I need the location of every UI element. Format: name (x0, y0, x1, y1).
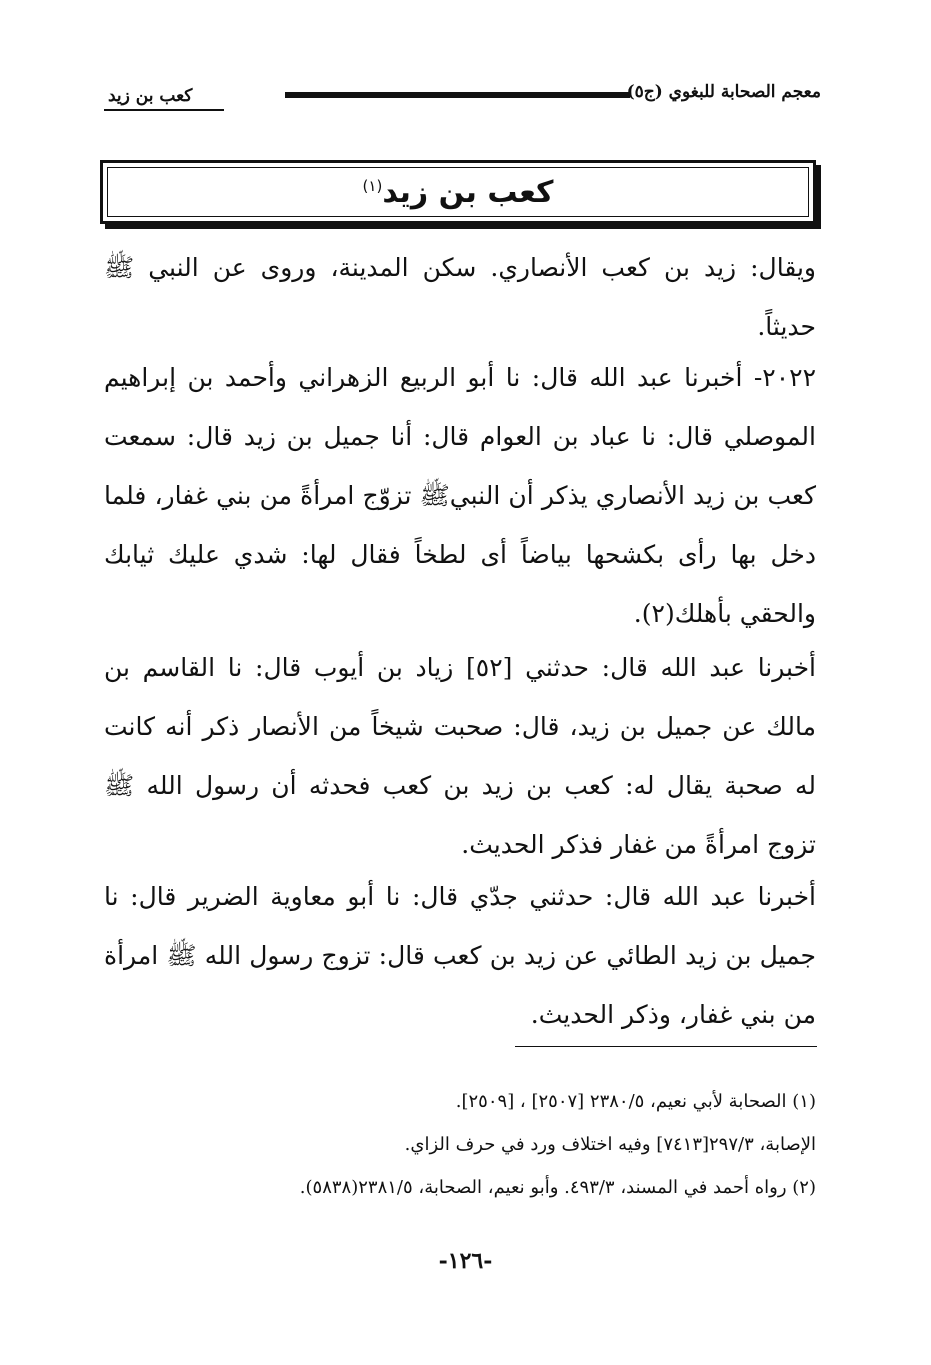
page-number: -١٢٦- (438, 1248, 493, 1274)
running-header-book-title: معجم الصحابة للبغوي (ج٥) (626, 82, 821, 102)
entry-title-note-ref: (١) (362, 176, 383, 195)
running-header-entry: كعب بن زيد (108, 86, 193, 106)
paragraph-text: أخبرنا عبد الله قال: حدثني جدّي قال: نا أبو معاوية الضرير قال: نا جميل بن زيد الطائي عن زيد بن كعب قال: تزوج رسول الله ﷺ امرأة من بني غفار، وذكر الحديث. (104, 882, 816, 1029)
footnotes (150, 1080, 816, 1209)
footnote-1: (١) الصحابة لأبي نعيم، ٢٣٨٠/٥ [٢٥٠٧] ، [٢٥٠٩]. (455, 1091, 816, 1112)
paragraph-intro (104, 238, 816, 356)
entry-title-box (100, 160, 816, 224)
footnote-1-continued: الإصابة، ٢٩٧/٣[٧٤١٣] وفيه اختلاف ورد في حرف الزاي. (404, 1134, 816, 1155)
paragraph-narration-3 (104, 867, 816, 1044)
paragraph-text: ٢٠٢٢- أخبرنا عبد الله قال: نا أبو الربيع الزهراني وأحمد بن إبراهيم الموصلي قال: نا عباد بن العوام قال: أنا جميل بن زيد قال: سمعت كعب بن زيد الأنصاري يذكر أن النبيﷺ تزوّج امرأةً من بني غفار، فلما دخل بها رأى بكشحها بياضاً أى لطخاً فقال لها: شدي عليك ثيابك والحقي بأهلك(٢). (104, 363, 816, 628)
paragraph-text: ويقال: زيد بن كعب الأنصاري. سكن المدينة، وروى عن النبي ﷺ حديثاً. (104, 253, 816, 341)
entry-title-text: كعب بن زيد (382, 174, 554, 210)
paragraph-hadith-2022 (104, 348, 816, 643)
entry-title (363, 175, 554, 210)
footnote-2: (٢) رواه أحمد في المسند، ٤٩٣/٣. وأبو نعيم، الصحابة، ٢٣٨١/٥(٥٨٣٨). (299, 1177, 816, 1198)
running-header-rule (285, 92, 630, 98)
running-header-underline (104, 109, 224, 111)
paragraph-text: أخبرنا عبد الله قال: حدثني [٥٢] زياد بن أيوب قال: نا القاسم بن مالك عن جميل بن زيد، قال: صحبت شيخاً من الأنصار ذكر أنه كانت له صحبة يقال له: كعب بن زيد بن كعب فحدثه أن رسول الله ﷺ تزوج امرأةً من غفار فذكر الحديث. (104, 653, 817, 859)
footnote-separator (515, 1046, 817, 1047)
paragraph-narration-2 (104, 638, 816, 874)
